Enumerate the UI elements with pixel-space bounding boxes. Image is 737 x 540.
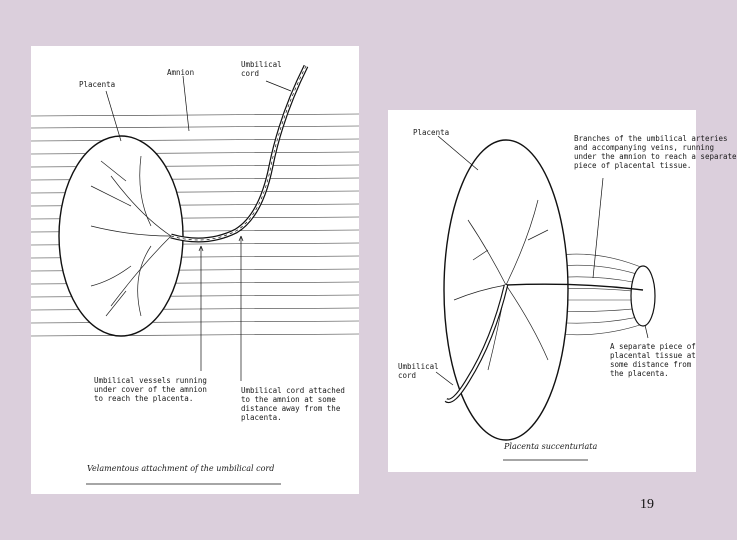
amnion-label: Amnion — [167, 68, 195, 77]
velamentous-diagram-panel — [31, 46, 359, 494]
placenta-label: Placenta — [79, 80, 116, 89]
right-figure-caption: Placenta succenturiata — [504, 442, 598, 451]
page-number: 19 — [640, 497, 654, 512]
accessory-lobe — [631, 266, 655, 326]
umbilical-cord-label: Umbilical cord — [241, 60, 282, 78]
velamentous-illustration — [31, 46, 359, 494]
branches-note: Branches of the umbilical arteries and accompanying veins, running under the amnion to reach a separate piece of placental tissue. — [574, 134, 737, 170]
succenturiate-diagram-panel — [388, 110, 737, 472]
placenta-label-right: Placenta — [413, 128, 450, 137]
vessels-note: Umbilical vessels running under cover of the amnion to reach the placenta. — [94, 376, 207, 403]
umbilical-cord-label-right: Umbilical cord — [398, 362, 439, 380]
cord-attachment-note: Umbilical cord attached to the amnion at some distance away from the placenta. — [241, 386, 345, 422]
separate-piece-note: A separate piece of placental tissue at some distance from the placenta. — [610, 342, 696, 378]
left-figure-caption: Velamentous attachment of the umbilical cord — [87, 464, 275, 473]
